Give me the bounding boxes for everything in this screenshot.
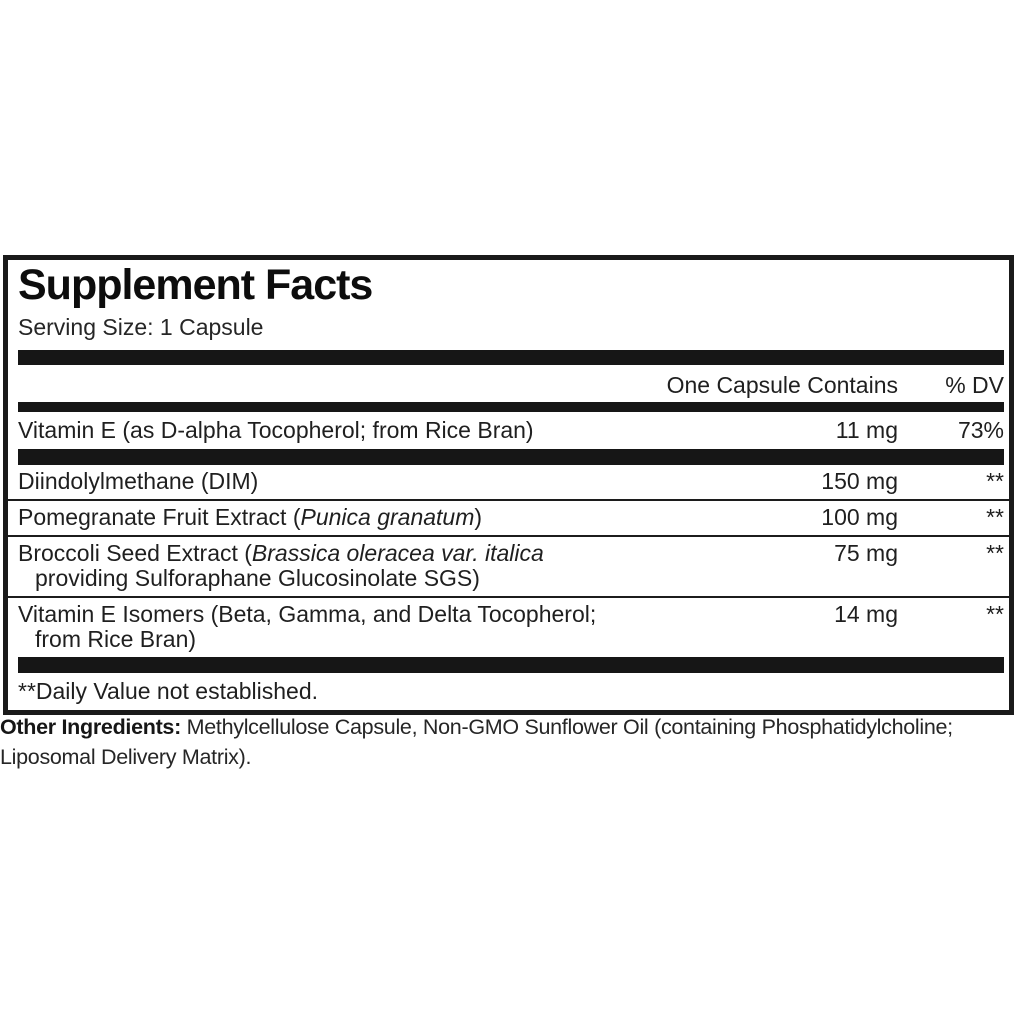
thick-divider-bar-bottom: [18, 657, 1004, 673]
ingredient-row-vitamin-e-isomers: [8, 596, 1009, 657]
ingredient-name: Diindolylmethane (DIM): [18, 468, 259, 494]
ingredient-dv: **: [986, 601, 1004, 627]
ingredient-name: Vitamin E Isomers (Beta, Gamma, and Delta Tocopherol; from Rice Bran): [18, 601, 597, 652]
ingredient-dv: **: [986, 504, 1004, 530]
ingredient-dv: 73%: [957, 417, 1004, 443]
other-ingredients: [0, 712, 1024, 772]
ingredient-name: Pomegranate Fruit Extract (Punica granatum): [18, 504, 483, 530]
other-ingredients-text: Methylcellulose Capsule, Non-GMO Sunflower Oil (containing Phosphatidylcholine;: [186, 715, 953, 739]
other-ingredients-line2: Liposomal Delivery Matrix).: [0, 745, 252, 769]
ingredient-row-pomegranate: [8, 499, 1009, 535]
ingredient-row-broccoli: [8, 535, 1009, 596]
column-header-dv: % DV: [945, 372, 1004, 398]
daily-value-footnote: **Daily Value not established.: [18, 678, 319, 704]
ingredient-amount: 75 mg: [834, 540, 898, 566]
ingredient-amount: 150 mg: [821, 468, 898, 494]
panel-title: Supplement Facts: [18, 261, 373, 309]
ingredient-amount: 11 mg: [835, 417, 898, 443]
ingredient-row-vitamin-e: [8, 412, 1009, 449]
column-header-row: [8, 365, 1009, 402]
thick-divider-bar-header: [18, 402, 1004, 412]
ingredient-amount: 100 mg: [821, 504, 898, 530]
thick-divider-bar-middle: [18, 449, 1004, 465]
other-ingredients-label: Other Ingredients:: [0, 715, 181, 739]
supplement-facts-panel: [3, 255, 1014, 715]
serving-size: Serving Size: 1 Capsule: [18, 314, 264, 340]
ingredient-amount: 14 mg: [834, 601, 898, 627]
column-header-amount: One Capsule Contains: [666, 372, 898, 398]
ingredient-dv: **: [986, 540, 1004, 566]
ingredient-name: Vitamin E (as D-alpha Tocopherol; from Rice Bran): [18, 417, 534, 443]
ingredient-row-dim: [8, 465, 1009, 499]
ingredient-name: Broccoli Seed Extract (Brassica oleracea var. italica providing Sulforaphane Glucosinolate SGS): [18, 540, 544, 591]
ingredient-dv: **: [986, 468, 1004, 494]
other-ingredients-line1: [0, 712, 1024, 742]
thick-divider-bar-top: [18, 350, 1004, 365]
